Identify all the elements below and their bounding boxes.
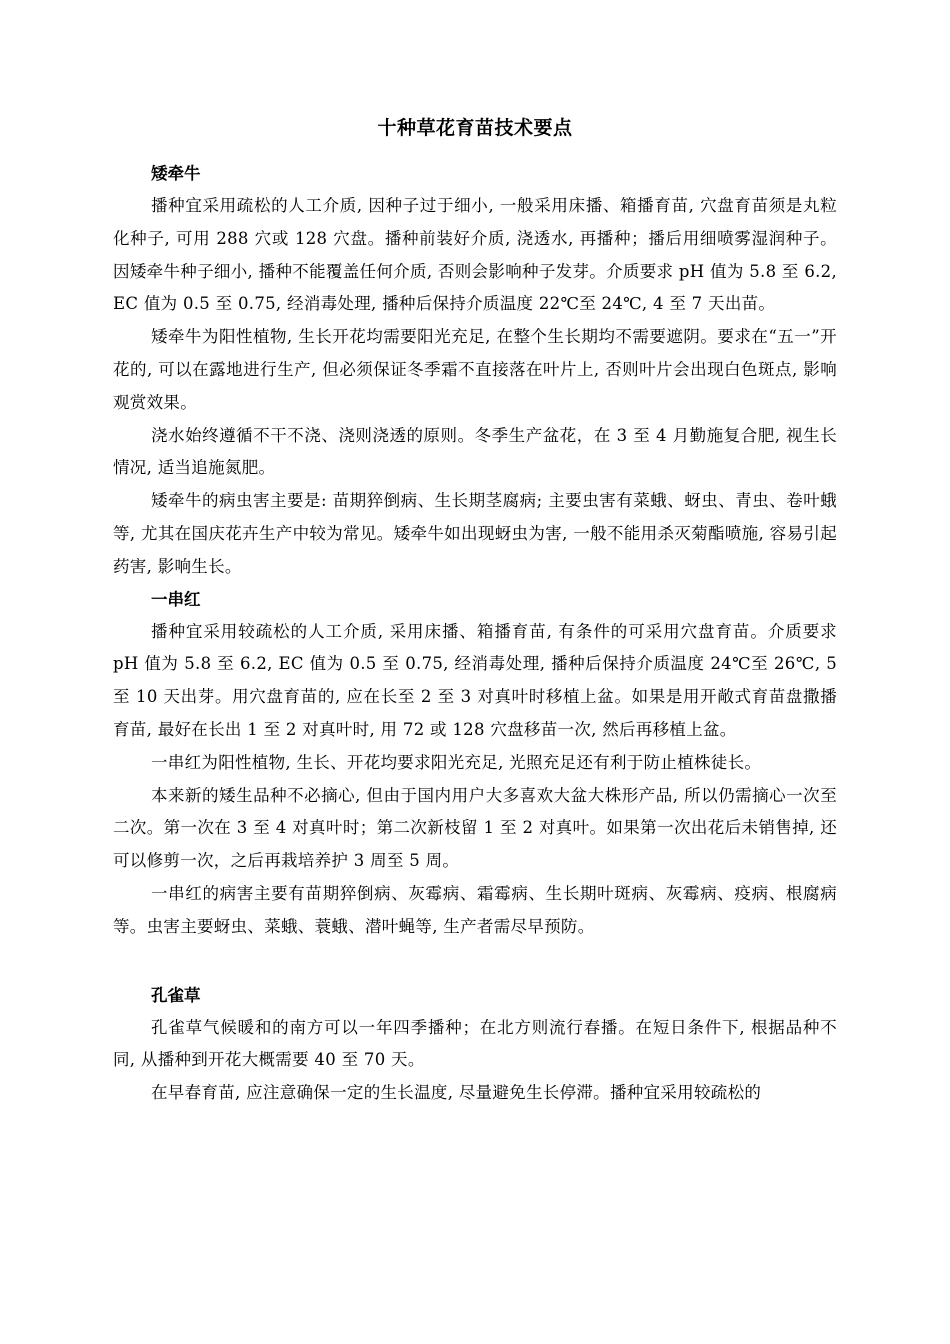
paragraph: 在早春育苗, 应注意确保一定的生长温度, 尽量避免生长停滞。播种宜采用较疏松的 bbox=[151, 1083, 762, 1103]
section-salvia bbox=[113, 584, 837, 944]
paragraph: 一串红的病害主要有苗期猝倒病、灰霉病、霜霉病、生长期叶斑病、灰霉病、疫病、根腐病等。虫害主要蚜虫、菜蛾、蓑蛾、潜叶蝇等, 生产者需尽早预防。 bbox=[113, 883, 837, 936]
paragraph: 矮牵牛的病虫害主要是: 苗期猝倒病、生长期茎腐病; 主要虫害有菜蛾、蚜虫、青虫、卷叶蛾等, 尤其在国庆花卉生产中较为常见。矮牵牛如出现蚜虫为害, 一般不能用杀灭菊酯喷施, 容易引起药害, 影响生长。 bbox=[113, 491, 837, 576]
paragraph: 本来新的矮生品种不必摘心, 但由于国内用户大多喜欢大盆大株形产品, 所以仍需摘心一次至二次。第一次在 3 至 4 对真叶时；第二次新枝留 1 至 2 对真叶。如果第一次出花后未销售掉, 还可以修剪一次，之后再栽培养护 3 周至 5 周。 bbox=[113, 785, 837, 871]
section-heading: 一串红 bbox=[151, 589, 201, 609]
section-heading: 矮牵牛 bbox=[151, 164, 201, 183]
blank-line bbox=[113, 944, 837, 980]
paragraph: 播种宜采用较疏松的人工介质, 采用床播、箱播育苗, 有条件的可采用穴盘育苗。介质要求 pH 值为 5.8 至 6.2, EC 值为 0.5 至 0.75, 经消毒处理, 播种后保持介质温度 24℃至 26℃, 5 至 10 天出芽。用穴盘育苗的, 应在长至 2 至 3 对真叶时移植上盆。如果是用开敞式育苗盘撒播育苗, 最好在长出 1 至 2 对真叶时, 用 72 或 128 穴盘移苗一次, 然后再移植上盆。 bbox=[113, 621, 837, 739]
section-heading: 孔雀草 bbox=[151, 985, 201, 1005]
document-title: 十种草花育苗技术要点 bbox=[377, 117, 573, 139]
paragraph: 矮牵牛为阳性植物, 生长开花均需要阳光充足, 在整个生长期均不需要遮阴。要求在“五一”开花的, 可以在露地进行生产, 但必须保证冬季霜不直接落在叶片上, 否则叶片会出现白色斑点, 影响观赏效果。 bbox=[113, 327, 837, 412]
paragraph: 一串红为阳性植物, 生长、开花均要求阳光充足, 光照充足还有利于防止植株徒长。 bbox=[151, 752, 762, 772]
paragraph: 浇水始终遵循不干不浇、浇则浇透的原则。冬季生产盆花，在 3 至 4 月勤施复合肥, 视生长情况, 适当追施氮肥。 bbox=[113, 425, 837, 478]
paragraph: 孔雀草气候暖和的南方可以一年四季播种；在北方则流行春播。在短日条件下, 根据品种不同, 从播种到开花大概需要 40 至 70 天。 bbox=[113, 1017, 837, 1070]
section-french-marigold bbox=[113, 980, 837, 1110]
section-petunia bbox=[113, 158, 837, 584]
document-page bbox=[113, 112, 837, 1110]
paragraph: 播种宜采用疏松的人工介质, 因种子过于细小, 一般采用床播、箱播育苗, 穴盘育苗须是丸粒化种子, 可用 288 穴或 128 穴盘。播种前装好介质, 浇透水, 再播种；播后用细喷雾湿润种子。因矮牵牛种子细小, 播种不能覆盖任何介质, 否则会影响种子发芽。介质要求 pH 值为 5.8 至 6.2, EC 值为 0.5 至 0.75, 经消毒处理, 播种后保持介质温度 22℃至 24℃, 4 至 7 天出苗。 bbox=[113, 196, 837, 314]
